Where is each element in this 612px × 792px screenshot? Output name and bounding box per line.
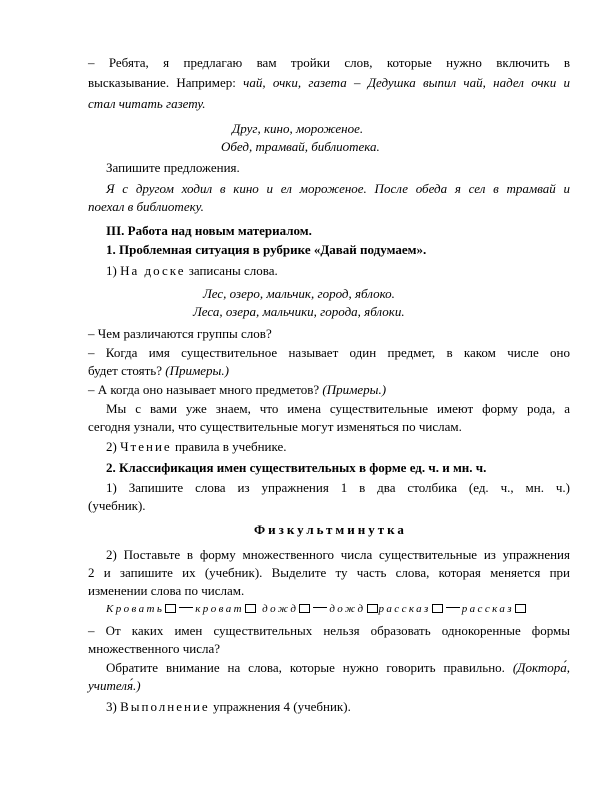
example-sentence-line-2: поехал в библиотеку. bbox=[88, 199, 204, 214]
known-line-2: сегодня узнали, что существительные могут изменяться по числам. bbox=[88, 419, 462, 434]
dash bbox=[179, 607, 193, 608]
question-2-line-1: – Когда имя существительное называет один предмет, в каком числе оно bbox=[88, 345, 570, 360]
question-4-line-2: множественного числа? bbox=[88, 641, 221, 656]
ending-box bbox=[245, 604, 256, 613]
triple-line-2: Обед, трамвай, библиотека. bbox=[221, 139, 380, 154]
word-form-5: рассказ bbox=[378, 603, 431, 615]
write-sentences: Запишите предложения. bbox=[106, 160, 240, 175]
question-1: – Чем различаются группы слов? bbox=[88, 326, 272, 341]
ending-box bbox=[432, 604, 443, 613]
board-line: 1) На доске записаны слова. bbox=[106, 263, 278, 278]
exercise-1-line-1: 1) Запишите слова из упражнения 1 в два столбика (ед. ч., мн. ч.) bbox=[106, 480, 570, 495]
perform-line: 3) Выполнение упражнения 4 (учебник). bbox=[106, 699, 351, 714]
word-form-2: кроват bbox=[195, 603, 244, 615]
exercise-2-line-3: изменении слова по числам. bbox=[88, 583, 245, 598]
word-form-1: Кровать bbox=[106, 603, 165, 615]
word-form-6: рассказ bbox=[461, 603, 514, 615]
intro-line-2: высказывание. Например: чай, очки, газета – Дедушка выпил чай, надел очки и bbox=[88, 75, 570, 90]
ending-box bbox=[367, 604, 378, 613]
word-forms-line bbox=[106, 601, 527, 619]
classification-heading: 2. Классификация имен существительных в форме ед. ч. и мн. ч. bbox=[106, 460, 487, 475]
exercise-1-line-2: (учебник). bbox=[88, 498, 146, 513]
word-form-4: дожд bbox=[329, 603, 366, 615]
problem-heading: 1. Проблемная ситуация в рубрике «Давай подумаем». bbox=[106, 242, 427, 257]
exercise-2-line-1: 2) Поставьте в форму множественного числа существительные из упражнения bbox=[106, 547, 570, 562]
reading-line: 2) Чтение правила в учебнике. bbox=[106, 439, 287, 454]
dash bbox=[446, 607, 460, 608]
fizminutka-heading: Физкультминутка bbox=[254, 522, 407, 537]
ending-box bbox=[299, 604, 310, 613]
question-4-line-1: – От каких имен существительных нельзя образовать однокоренные формы bbox=[88, 623, 570, 638]
attention-line-2: учителя́.) bbox=[88, 678, 141, 693]
triple-line-1: Друг, кино, мороженое. bbox=[232, 121, 364, 136]
attention-line-1: Обратите внимание на слова, которые нужно говорить правильно. (Доктора́, bbox=[106, 660, 570, 675]
example-sentence-line-1: Я с другом ходил в кино и ел мороженое. После обеда я сел в трамвай и bbox=[106, 181, 570, 196]
ending-box bbox=[165, 604, 176, 613]
section-3-heading: III. Работа над новым материалом. bbox=[106, 223, 312, 238]
intro-line-3: стал читать газету. bbox=[88, 96, 206, 111]
exercise-2-line-2: 2 и запишите их (учебник). Выделите ту часть слова, которая меняется при bbox=[88, 565, 570, 580]
intro-line-1: – Ребята, я предлагаю вам тройки слов, которые нужно включить в bbox=[88, 55, 570, 70]
word-form-3: дожд bbox=[262, 603, 299, 615]
dash bbox=[313, 607, 327, 608]
words-singular: Лес, озеро, мальчик, город, яблоко. bbox=[203, 286, 395, 301]
question-2-line-2: будет стоять? (Примеры.) bbox=[88, 363, 229, 378]
ending-box bbox=[515, 604, 526, 613]
known-line-1: Мы с вами уже знаем, что имена существительные имеют форму рода, а bbox=[106, 401, 570, 416]
words-plural: Леса, озера, мальчики, города, яблоки. bbox=[193, 304, 405, 319]
question-3: – А когда оно называет много предметов? (Примеры.) bbox=[88, 382, 387, 397]
